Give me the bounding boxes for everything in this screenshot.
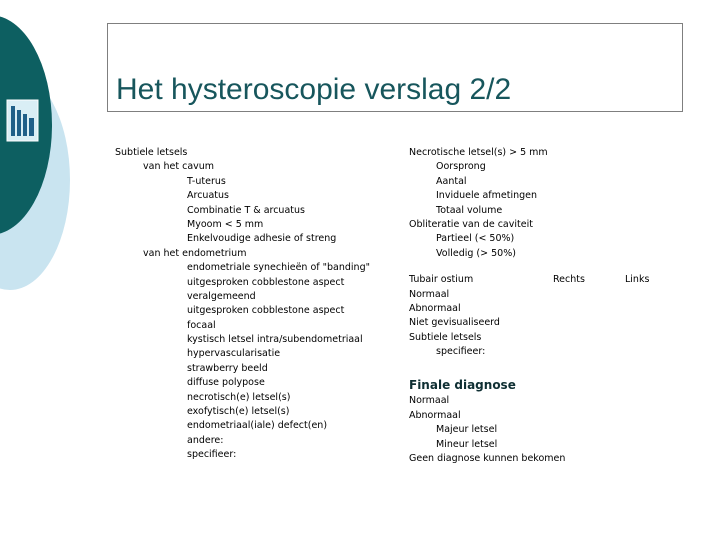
cavum-item: T-uterus	[187, 175, 226, 187]
logo-icon	[7, 100, 38, 141]
cavum-item: Enkelvoudige adhesie of streng	[187, 233, 337, 245]
finale-sub-item: Mineur letsel	[436, 438, 498, 450]
finale-item: Abnormaal	[409, 409, 461, 421]
necrotische-item: Oorsprong	[436, 161, 486, 173]
cavum-item: Myoom < 5 mm	[187, 218, 264, 230]
links-label: Links	[625, 274, 650, 286]
endometrium-item: veralgemeend	[187, 290, 256, 302]
tubair-item: Normaal	[409, 288, 450, 300]
necrotische-item: Totaal volume	[436, 204, 503, 216]
endometrium-item: strawberry beeld	[187, 362, 268, 374]
subtiele-letsels-heading: Subtiele letsels	[115, 147, 188, 158]
endometrium-label: van het endometrium	[143, 247, 247, 259]
endometrium-item: uitgesproken cobblestone aspect	[187, 276, 345, 288]
endometrium-item: diffuse polypose	[187, 377, 265, 389]
cavum-item: Arcuatus	[187, 190, 229, 202]
necrotische-heading: Necrotische letsel(s) > 5 mm	[409, 147, 548, 158]
necrotische-item: Aantal	[436, 175, 467, 187]
endometrium-item: endometriaal(iale) defect(en)	[187, 420, 328, 432]
endometrium-item: uitgesproken cobblestone aspect	[187, 305, 345, 317]
finale-diagnose-heading: Finale diagnose	[409, 378, 516, 393]
slide-decoration	[0, 0, 90, 330]
tubair-item: Abnormaal	[409, 302, 461, 314]
endometrium-item: specifieer:	[187, 449, 237, 461]
obliteratie-item: Partieel (< 50%)	[436, 233, 515, 245]
endometrium-item: exofytisch(e) letsel(s)	[187, 406, 290, 418]
tubair-item: Subtiele letsels	[409, 331, 482, 343]
endometrium-item: hypervascularisatie	[187, 348, 281, 360]
right-column	[409, 146, 709, 466]
endometrium-item: necrotisch(e) letsel(s)	[187, 391, 291, 403]
endometrium-item: focaal	[187, 319, 216, 331]
finale-item: Geen diagnose kunnen bekomen	[409, 453, 566, 465]
finale-sub-item: Majeur letsel	[436, 424, 498, 436]
spacer	[409, 359, 709, 377]
endometrium-item: endometriale synechieën of "banding"	[187, 262, 370, 274]
tubair-ostium-heading: Tubair ostium	[409, 274, 474, 286]
cavum-item: Combinatie T & arcuatus	[187, 204, 305, 216]
necrotische-item: Inviduele afmetingen	[436, 190, 538, 202]
tubair-ostium-row	[409, 273, 709, 287]
obliteratie-item: Volledig (> 50%)	[436, 247, 516, 259]
cavum-label: van het cavum	[143, 161, 215, 173]
endometrium-item: andere:	[187, 434, 224, 446]
finale-item: Normaal	[409, 395, 450, 407]
left-column	[115, 146, 405, 463]
spacer	[409, 261, 709, 273]
tubair-item: Niet gevisualiseerd	[409, 317, 500, 329]
tubair-specifieer: specifieer:	[436, 346, 486, 358]
endometrium-item: kystisch letsel intra/subendometriaal	[187, 334, 363, 346]
rechts-label: Rechts	[553, 274, 585, 286]
obliteratie-heading: Obliteratie van de caviteit	[409, 218, 533, 230]
slide-title: Het hysteroscopie verslag 2/2	[116, 73, 512, 106]
